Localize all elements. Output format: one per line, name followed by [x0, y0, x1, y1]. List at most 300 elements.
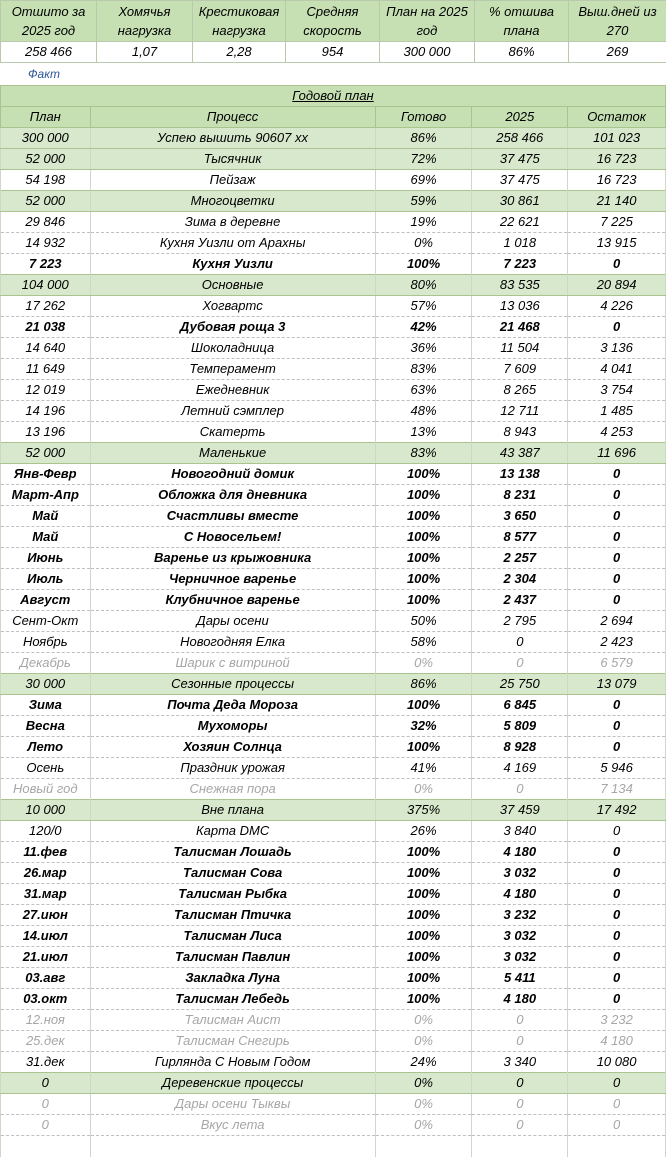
process-cell[interactable]: Летний сэмплер: [90, 401, 375, 422]
empty-cell[interactable]: [375, 1136, 472, 1157]
year-2025-cell[interactable]: 2 795: [472, 611, 568, 632]
summary-value-cell[interactable]: 269: [569, 42, 666, 63]
column-header-2025[interactable]: 2025: [472, 107, 568, 128]
process-cell[interactable]: Основные: [90, 275, 375, 296]
year-2025-cell[interactable]: 0: [472, 1094, 568, 1115]
ready-cell[interactable]: 57%: [375, 296, 472, 317]
plan-cell[interactable]: 29 846: [1, 212, 91, 233]
ready-cell[interactable]: 100%: [375, 737, 472, 758]
summary-header-cell[interactable]: Средняя скорость: [286, 1, 380, 42]
rest-cell[interactable]: 0: [568, 506, 666, 527]
ready-cell[interactable]: 0%: [375, 233, 472, 254]
table-row: [1, 338, 666, 359]
plan-cell[interactable]: Весна: [1, 716, 91, 737]
summary-value-cell[interactable]: 300 000: [380, 42, 475, 63]
rest-cell[interactable]: 0: [568, 947, 666, 968]
process-cell[interactable]: Кухня Уизли: [90, 254, 375, 275]
process-cell[interactable]: Закладка Луна: [90, 968, 375, 989]
plan-cell[interactable]: Декабрь: [1, 653, 91, 674]
ready-cell[interactable]: 0%: [375, 1115, 472, 1136]
process-cell[interactable]: Праздник урожая: [90, 758, 375, 779]
year-2025-cell[interactable]: 0: [472, 1010, 568, 1031]
rest-cell[interactable]: 0: [568, 716, 666, 737]
year-2025-cell[interactable]: 37 475: [472, 149, 568, 170]
year-2025-cell[interactable]: 37 459: [472, 800, 568, 821]
year-2025-cell[interactable]: 0: [472, 632, 568, 653]
year-2025-cell[interactable]: 4 180: [472, 842, 568, 863]
ready-cell[interactable]: 0%: [375, 653, 472, 674]
plan-cell[interactable]: 30 000: [1, 674, 91, 695]
plan-cell[interactable]: 13 196: [1, 422, 91, 443]
year-2025-cell[interactable]: 3 032: [472, 863, 568, 884]
plan-cell[interactable]: 31.дек: [1, 1052, 91, 1073]
ready-cell[interactable]: 100%: [375, 926, 472, 947]
year-2025-cell[interactable]: 8 577: [472, 527, 568, 548]
process-cell[interactable]: Вне плана: [90, 800, 375, 821]
year-2025-cell[interactable]: 25 750: [472, 674, 568, 695]
rest-cell[interactable]: 0: [568, 695, 666, 716]
plan-column-header-row: [1, 107, 666, 128]
process-cell[interactable]: Карта DMC: [90, 821, 375, 842]
process-cell[interactable]: Многоцветки: [90, 191, 375, 212]
plan-cell[interactable]: 12.ноя: [1, 1010, 91, 1031]
ready-cell[interactable]: 100%: [375, 485, 472, 506]
process-cell[interactable]: Пейзаж: [90, 170, 375, 191]
plan-cell[interactable]: 17 262: [1, 296, 91, 317]
process-cell[interactable]: Почта Деда Мороза: [90, 695, 375, 716]
rest-cell[interactable]: 0: [568, 590, 666, 611]
process-cell[interactable]: Новогодний домик: [90, 464, 375, 485]
rest-cell[interactable]: 0: [568, 905, 666, 926]
ready-cell[interactable]: 100%: [375, 254, 472, 275]
ready-cell[interactable]: 100%: [375, 968, 472, 989]
ready-cell[interactable]: 36%: [375, 338, 472, 359]
plan-cell[interactable]: Май: [1, 527, 91, 548]
rest-cell[interactable]: 0: [568, 968, 666, 989]
table-row: [1, 422, 666, 443]
ready-cell[interactable]: 100%: [375, 863, 472, 884]
ready-cell[interactable]: 100%: [375, 590, 472, 611]
plan-cell[interactable]: Июнь: [1, 548, 91, 569]
ready-cell[interactable]: 100%: [375, 506, 472, 527]
table-row: [1, 359, 666, 380]
ready-cell[interactable]: 100%: [375, 947, 472, 968]
plan-title[interactable]: Годовой план: [1, 86, 666, 107]
table-row: [1, 1052, 666, 1073]
group-row: [1, 443, 666, 464]
ready-cell[interactable]: 42%: [375, 317, 472, 338]
plan-cell[interactable]: Зима: [1, 695, 91, 716]
ready-cell[interactable]: 0%: [375, 1094, 472, 1115]
ready-cell[interactable]: 100%: [375, 989, 472, 1010]
process-cell[interactable]: Деревенские процессы: [90, 1073, 375, 1094]
ready-cell[interactable]: 86%: [375, 674, 472, 695]
rest-cell[interactable]: 13 915: [568, 233, 666, 254]
table-row: [1, 842, 666, 863]
plan-cell[interactable]: 52 000: [1, 191, 91, 212]
rest-cell[interactable]: 3 754: [568, 380, 666, 401]
summary-value-cell[interactable]: 954: [286, 42, 380, 63]
table-row: [1, 695, 666, 716]
plan-cell[interactable]: 104 000: [1, 275, 91, 296]
year-2025-cell[interactable]: 37 475: [472, 170, 568, 191]
empty-row: [1, 1136, 666, 1157]
rest-cell[interactable]: 21 140: [568, 191, 666, 212]
process-cell[interactable]: Талисман Лебедь: [90, 989, 375, 1010]
process-cell[interactable]: Ежедневник: [90, 380, 375, 401]
process-cell[interactable]: Шоколадница: [90, 338, 375, 359]
year-2025-cell[interactable]: 0: [472, 779, 568, 800]
summary-header-cell[interactable]: Выш.дней из 270: [569, 1, 666, 42]
process-cell[interactable]: Новогодняя Елка: [90, 632, 375, 653]
plan-cell[interactable]: 7 223: [1, 254, 91, 275]
table-row: [1, 821, 666, 842]
rest-cell[interactable]: 4 253: [568, 422, 666, 443]
plan-cell[interactable]: Июль: [1, 569, 91, 590]
plan-cell[interactable]: 14 932: [1, 233, 91, 254]
rest-cell[interactable]: 16 723: [568, 170, 666, 191]
fakt-label[interactable]: Факт: [0, 63, 666, 85]
ready-cell[interactable]: 59%: [375, 191, 472, 212]
ready-cell[interactable]: 100%: [375, 884, 472, 905]
year-2025-cell[interactable]: 2 304: [472, 569, 568, 590]
ready-cell[interactable]: 32%: [375, 716, 472, 737]
ready-cell[interactable]: 100%: [375, 905, 472, 926]
rest-cell[interactable]: 16 723: [568, 149, 666, 170]
table-row: [1, 401, 666, 422]
plan-cell[interactable]: 0: [1, 1073, 91, 1094]
year-2025-cell[interactable]: 12 711: [472, 401, 568, 422]
process-cell[interactable]: Талисман Сова: [90, 863, 375, 884]
summary-value-cell[interactable]: 258 466: [1, 42, 97, 63]
summary-header-cell[interactable]: % отшива плана: [475, 1, 569, 42]
summary-value-cell[interactable]: 86%: [475, 42, 569, 63]
process-cell[interactable]: Талисман Павлин: [90, 947, 375, 968]
table-row: [1, 611, 666, 632]
year-2025-cell[interactable]: 258 466: [472, 128, 568, 149]
ready-cell[interactable]: 100%: [375, 548, 472, 569]
ready-cell[interactable]: 63%: [375, 380, 472, 401]
plan-cell[interactable]: 03.авг: [1, 968, 91, 989]
process-cell[interactable]: Дубовая роща 3: [90, 317, 375, 338]
table-row: [1, 1010, 666, 1031]
summary-header-cell[interactable]: План на 2025 год: [380, 1, 475, 42]
table-row: [1, 632, 666, 653]
process-cell[interactable]: Талисман Лиса: [90, 926, 375, 947]
plan-cell[interactable]: Новый год: [1, 779, 91, 800]
year-2025-cell[interactable]: 83 535: [472, 275, 568, 296]
rest-cell[interactable]: 7 134: [568, 779, 666, 800]
ready-cell[interactable]: 0%: [375, 1010, 472, 1031]
rest-cell[interactable]: 101 023: [568, 128, 666, 149]
rest-cell[interactable]: 4 180: [568, 1031, 666, 1052]
rest-cell[interactable]: 20 894: [568, 275, 666, 296]
process-cell[interactable]: Варенье из крыжовника: [90, 548, 375, 569]
column-header-plan[interactable]: План: [1, 107, 91, 128]
rest-cell[interactable]: 0: [568, 1073, 666, 1094]
rest-cell[interactable]: 4 226: [568, 296, 666, 317]
table-row: [1, 569, 666, 590]
table-row: [1, 947, 666, 968]
rest-cell[interactable]: 0: [568, 485, 666, 506]
process-cell[interactable]: Сезонные процессы: [90, 674, 375, 695]
rest-cell[interactable]: 0: [568, 1094, 666, 1115]
plan-cell[interactable]: 10 000: [1, 800, 91, 821]
plan-cell[interactable]: 14 640: [1, 338, 91, 359]
table-row: [1, 779, 666, 800]
plan-cell[interactable]: Август: [1, 590, 91, 611]
process-cell[interactable]: Хозяин Солнца: [90, 737, 375, 758]
rest-cell[interactable]: 0: [568, 989, 666, 1010]
group-row: [1, 1073, 666, 1094]
year-2025-cell[interactable]: 43 387: [472, 443, 568, 464]
table-row: [1, 1115, 666, 1136]
ready-cell[interactable]: 86%: [375, 128, 472, 149]
process-cell[interactable]: Гирлянда С Новым Годом: [90, 1052, 375, 1073]
process-cell[interactable]: Успею вышить 90607 хх: [90, 128, 375, 149]
empty-cell[interactable]: [472, 1136, 568, 1157]
process-cell[interactable]: Талисман Аист: [90, 1010, 375, 1031]
plan-cell[interactable]: 14.июл: [1, 926, 91, 947]
rest-cell[interactable]: 4 041: [568, 359, 666, 380]
rest-cell[interactable]: 11 696: [568, 443, 666, 464]
table-row: [1, 863, 666, 884]
plan-cell[interactable]: 21.июл: [1, 947, 91, 968]
ready-cell[interactable]: 48%: [375, 401, 472, 422]
table-row: [1, 170, 666, 191]
ready-cell[interactable]: 41%: [375, 758, 472, 779]
table-row: [1, 758, 666, 779]
year-2025-cell[interactable]: 13 036: [472, 296, 568, 317]
plan-cell[interactable]: 03.окт: [1, 989, 91, 1010]
year-2025-cell[interactable]: 0: [472, 1031, 568, 1052]
year-2025-cell[interactable]: 22 621: [472, 212, 568, 233]
process-cell[interactable]: Клубничное варенье: [90, 590, 375, 611]
year-2025-cell[interactable]: 4 169: [472, 758, 568, 779]
plan-table: [0, 85, 666, 1157]
year-2025-cell[interactable]: 3 232: [472, 905, 568, 926]
rest-cell[interactable]: 0: [568, 548, 666, 569]
year-2025-cell[interactable]: 6 845: [472, 695, 568, 716]
plan-cell[interactable]: 120/0: [1, 821, 91, 842]
plan-cell[interactable]: 11 649: [1, 359, 91, 380]
plan-cell[interactable]: 52 000: [1, 149, 91, 170]
process-cell[interactable]: Тысячник: [90, 149, 375, 170]
year-2025-cell[interactable]: 3 032: [472, 926, 568, 947]
summary-value-cell[interactable]: 1,07: [97, 42, 193, 63]
year-2025-cell[interactable]: 30 861: [472, 191, 568, 212]
process-cell[interactable]: Дары осени: [90, 611, 375, 632]
rest-cell[interactable]: 0: [568, 1115, 666, 1136]
rest-cell[interactable]: 3 232: [568, 1010, 666, 1031]
year-2025-cell[interactable]: 3 840: [472, 821, 568, 842]
ready-cell[interactable]: 100%: [375, 464, 472, 485]
ready-cell[interactable]: 24%: [375, 1052, 472, 1073]
process-cell[interactable]: Мухоморы: [90, 716, 375, 737]
rest-cell[interactable]: 0: [568, 464, 666, 485]
ready-cell[interactable]: 13%: [375, 422, 472, 443]
year-2025-cell[interactable]: 4 180: [472, 989, 568, 1010]
summary-header-cell[interactable]: Отшито за 2025 год: [1, 1, 97, 42]
year-2025-cell[interactable]: 0: [472, 653, 568, 674]
plan-cell[interactable]: 21 038: [1, 317, 91, 338]
ready-cell[interactable]: 100%: [375, 695, 472, 716]
rest-cell[interactable]: 0: [568, 926, 666, 947]
plan-cell[interactable]: 54 198: [1, 170, 91, 191]
ready-cell[interactable]: 100%: [375, 842, 472, 863]
year-2025-cell[interactable]: 3 340: [472, 1052, 568, 1073]
group-row: [1, 191, 666, 212]
year-2025-cell[interactable]: 8 231: [472, 485, 568, 506]
plan-cell[interactable]: Март-Апр: [1, 485, 91, 506]
year-2025-cell[interactable]: 0: [472, 1115, 568, 1136]
year-2025-cell[interactable]: 2 257: [472, 548, 568, 569]
rest-cell[interactable]: 0: [568, 569, 666, 590]
rest-cell[interactable]: 0: [568, 884, 666, 905]
process-cell[interactable]: Хогвартс: [90, 296, 375, 317]
plan-cell[interactable]: Янв-Февр: [1, 464, 91, 485]
ready-cell[interactable]: 0%: [375, 1073, 472, 1094]
year-2025-cell[interactable]: 2 437: [472, 590, 568, 611]
rest-cell[interactable]: 5 946: [568, 758, 666, 779]
process-cell[interactable]: Скатерть: [90, 422, 375, 443]
rest-cell[interactable]: 0: [568, 317, 666, 338]
plan-cell[interactable]: Май: [1, 506, 91, 527]
column-header-process[interactable]: Процесс: [90, 107, 375, 128]
year-2025-cell[interactable]: 11 504: [472, 338, 568, 359]
rest-cell[interactable]: 10 080: [568, 1052, 666, 1073]
process-cell[interactable]: Маленькие: [90, 443, 375, 464]
plan-cell[interactable]: 25.дек: [1, 1031, 91, 1052]
ready-cell[interactable]: 83%: [375, 359, 472, 380]
year-2025-cell[interactable]: 3 650: [472, 506, 568, 527]
year-2025-cell[interactable]: 21 468: [472, 317, 568, 338]
process-cell[interactable]: Снежная пора: [90, 779, 375, 800]
year-2025-cell[interactable]: 8 265: [472, 380, 568, 401]
rest-cell[interactable]: 6 579: [568, 653, 666, 674]
group-row: [1, 674, 666, 695]
rest-cell[interactable]: 17 492: [568, 800, 666, 821]
table-row: [1, 527, 666, 548]
plan-title-row: [1, 86, 666, 107]
process-cell[interactable]: Талисман Снегирь: [90, 1031, 375, 1052]
process-cell[interactable]: Черничное варенье: [90, 569, 375, 590]
rest-cell[interactable]: 0: [568, 254, 666, 275]
process-cell[interactable]: Дары осени Тыквы: [90, 1094, 375, 1115]
rest-cell[interactable]: 2 694: [568, 611, 666, 632]
process-cell[interactable]: Талисман Птичка: [90, 905, 375, 926]
summary-value-cell[interactable]: 2,28: [193, 42, 286, 63]
ready-cell[interactable]: 100%: [375, 569, 472, 590]
year-2025-cell[interactable]: 7 609: [472, 359, 568, 380]
year-2025-cell[interactable]: 7 223: [472, 254, 568, 275]
column-header-rest[interactable]: Остаток: [568, 107, 666, 128]
ready-cell[interactable]: 375%: [375, 800, 472, 821]
summary-header-cell[interactable]: Крестиковая нагрузка: [193, 1, 286, 42]
table-row: [1, 653, 666, 674]
ready-cell[interactable]: 72%: [375, 149, 472, 170]
column-header-ready[interactable]: Готово: [375, 107, 472, 128]
table-row: [1, 1031, 666, 1052]
process-cell[interactable]: Обложка для дневника: [90, 485, 375, 506]
year-2025-cell[interactable]: 4 180: [472, 884, 568, 905]
year-2025-cell[interactable]: 8 928: [472, 737, 568, 758]
process-cell[interactable]: Зима в деревне: [90, 212, 375, 233]
ready-cell[interactable]: 0%: [375, 1031, 472, 1052]
ready-cell[interactable]: 19%: [375, 212, 472, 233]
group-row: [1, 275, 666, 296]
rest-cell[interactable]: 0: [568, 863, 666, 884]
plan-cell[interactable]: 12 019: [1, 380, 91, 401]
rest-cell[interactable]: 3 136: [568, 338, 666, 359]
rest-cell[interactable]: 0: [568, 737, 666, 758]
rest-cell[interactable]: 0: [568, 821, 666, 842]
ready-cell[interactable]: 100%: [375, 527, 472, 548]
process-cell[interactable]: Шарик с витриной: [90, 653, 375, 674]
process-cell[interactable]: Темперамент: [90, 359, 375, 380]
plan-cell[interactable]: Лето: [1, 737, 91, 758]
rest-cell[interactable]: 0: [568, 527, 666, 548]
plan-cell[interactable]: 0: [1, 1115, 91, 1136]
plan-cell[interactable]: 300 000: [1, 128, 91, 149]
ready-cell[interactable]: 80%: [375, 275, 472, 296]
ready-cell[interactable]: 26%: [375, 821, 472, 842]
plan-cell[interactable]: Ноябрь: [1, 632, 91, 653]
year-2025-cell[interactable]: 5 809: [472, 716, 568, 737]
plan-cell[interactable]: 31.мар: [1, 884, 91, 905]
ready-cell[interactable]: 0%: [375, 779, 472, 800]
process-cell[interactable]: Талисман Лошадь: [90, 842, 375, 863]
year-2025-cell[interactable]: 13 138: [472, 464, 568, 485]
plan-cell[interactable]: Сент-Окт: [1, 611, 91, 632]
plan-cell[interactable]: 27.июн: [1, 905, 91, 926]
empty-cell[interactable]: [90, 1136, 375, 1157]
process-cell[interactable]: Кухня Уизли от Арахны: [90, 233, 375, 254]
plan-cell[interactable]: 26.мар: [1, 863, 91, 884]
group-row: [1, 128, 666, 149]
year-2025-cell[interactable]: 5 411: [472, 968, 568, 989]
empty-cell[interactable]: [568, 1136, 666, 1157]
process-cell[interactable]: Талисман Рыбка: [90, 884, 375, 905]
rest-cell[interactable]: 0: [568, 842, 666, 863]
ready-cell[interactable]: 58%: [375, 632, 472, 653]
plan-cell[interactable]: 0: [1, 1094, 91, 1115]
process-cell[interactable]: Вкус лета: [90, 1115, 375, 1136]
table-row: [1, 212, 666, 233]
year-2025-cell[interactable]: 1 018: [472, 233, 568, 254]
summary-values-row: [1, 42, 666, 63]
ready-cell[interactable]: 69%: [375, 170, 472, 191]
plan-cell[interactable]: 11.фев: [1, 842, 91, 863]
rest-cell[interactable]: 2 423: [568, 632, 666, 653]
process-cell[interactable]: С Новосельем!: [90, 527, 375, 548]
plan-cell[interactable]: 14 196: [1, 401, 91, 422]
ready-cell[interactable]: 50%: [375, 611, 472, 632]
plan-cell[interactable]: Осень: [1, 758, 91, 779]
year-2025-cell[interactable]: 0: [472, 1073, 568, 1094]
rest-cell[interactable]: 7 225: [568, 212, 666, 233]
rest-cell[interactable]: 1 485: [568, 401, 666, 422]
year-2025-cell[interactable]: 3 032: [472, 947, 568, 968]
process-cell[interactable]: Счастливы вместе: [90, 506, 375, 527]
rest-cell[interactable]: 13 079: [568, 674, 666, 695]
empty-cell[interactable]: [1, 1136, 91, 1157]
table-row: [1, 506, 666, 527]
plan-cell[interactable]: 52 000: [1, 443, 91, 464]
ready-cell[interactable]: 83%: [375, 443, 472, 464]
summary-header-cell[interactable]: Хомячья нагрузка: [97, 1, 193, 42]
year-2025-cell[interactable]: 8 943: [472, 422, 568, 443]
